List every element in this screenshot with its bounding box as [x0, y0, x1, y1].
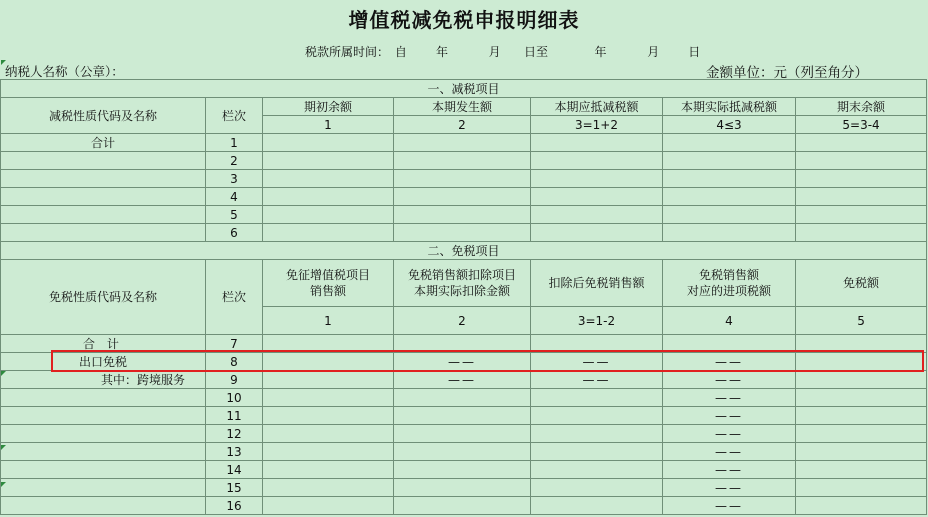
- data-cell[interactable]: [796, 497, 927, 515]
- data-cell[interactable]: [531, 389, 663, 407]
- tax-period: [305, 43, 700, 60]
- data-cell[interactable]: [796, 224, 927, 242]
- data-cell[interactable]: [394, 188, 531, 206]
- reduction-col-number: 1: [263, 116, 394, 134]
- table-row: [1, 134, 927, 152]
- data-cell[interactable]: [263, 335, 394, 353]
- export-exemption-label[interactable]: 出口免税: [1, 353, 206, 371]
- data-cell[interactable]: [394, 335, 531, 353]
- table-row: [1, 407, 927, 425]
- reduction-name-header: 减税性质代码及名称: [1, 98, 206, 134]
- data-cell[interactable]: [263, 134, 394, 152]
- dash-cell: ——: [663, 425, 796, 443]
- data-cell[interactable]: [531, 206, 663, 224]
- dash-cell: ——: [394, 353, 531, 371]
- data-cell[interactable]: [263, 170, 394, 188]
- line-number: 10: [206, 389, 263, 407]
- data-cell[interactable]: [796, 479, 927, 497]
- cell-comment-marker: [1, 60, 6, 65]
- reduction-col-number: 5=3-4: [796, 116, 927, 134]
- data-cell[interactable]: [394, 497, 531, 515]
- data-cell[interactable]: [663, 335, 796, 353]
- data-cell[interactable]: [796, 134, 927, 152]
- line-number: 15: [206, 479, 263, 497]
- data-cell[interactable]: [394, 479, 531, 497]
- data-cell[interactable]: [796, 152, 927, 170]
- data-cell[interactable]: [531, 134, 663, 152]
- data-cell[interactable]: [263, 461, 394, 479]
- data-cell[interactable]: [796, 461, 927, 479]
- data-cell[interactable]: [263, 497, 394, 515]
- dash-cell: ——: [663, 407, 796, 425]
- exemption-line-header: 栏次: [206, 260, 263, 335]
- line-number: 7: [206, 335, 263, 353]
- data-cell[interactable]: [796, 353, 927, 371]
- name-cell[interactable]: [1, 497, 206, 515]
- exemption-col-header: [263, 260, 394, 307]
- data-cell[interactable]: [394, 443, 531, 461]
- name-cell[interactable]: [1, 443, 206, 461]
- reduction-total-label[interactable]: 合计: [1, 134, 206, 152]
- table-row: [1, 479, 927, 497]
- data-cell[interactable]: [796, 371, 927, 389]
- exemption-col-header: 免税额: [796, 260, 927, 307]
- data-cell[interactable]: [796, 389, 927, 407]
- table-row: [1, 335, 927, 353]
- data-cell[interactable]: [394, 152, 531, 170]
- name-cell[interactable]: [1, 170, 206, 188]
- table-row: [1, 443, 927, 461]
- header-line: 免税销售额: [698, 268, 759, 282]
- data-cell[interactable]: [531, 425, 663, 443]
- name-cell[interactable]: [1, 224, 206, 242]
- data-cell[interactable]: [394, 170, 531, 188]
- data-cell[interactable]: [263, 224, 394, 242]
- data-cell[interactable]: [394, 206, 531, 224]
- data-cell[interactable]: [531, 479, 663, 497]
- name-cell[interactable]: [1, 206, 206, 224]
- exemption-col-number: 4: [663, 307, 796, 335]
- data-cell[interactable]: [531, 152, 663, 170]
- line-number: 16: [206, 497, 263, 515]
- line-number: 11: [206, 407, 263, 425]
- exemption-section-title: 二、免税项目: [1, 242, 927, 260]
- reduction-col-header: 本期实际抵减税额: [663, 98, 796, 116]
- reduction-col-number: 3=1+2: [531, 116, 663, 134]
- data-cell[interactable]: [531, 170, 663, 188]
- data-cell[interactable]: [796, 425, 927, 443]
- data-cell[interactable]: [531, 407, 663, 425]
- data-cell[interactable]: [531, 461, 663, 479]
- dash-cell: ——: [663, 479, 796, 497]
- data-cell[interactable]: [263, 389, 394, 407]
- data-cell[interactable]: [394, 407, 531, 425]
- line-number: 4: [206, 188, 263, 206]
- exemption-col-header: [394, 260, 531, 307]
- dash-cell: ——: [663, 371, 796, 389]
- data-cell[interactable]: [263, 371, 394, 389]
- name-cell[interactable]: [1, 407, 206, 425]
- data-cell[interactable]: [663, 188, 796, 206]
- data-cell[interactable]: [263, 479, 394, 497]
- dash-cell: ——: [663, 461, 796, 479]
- reduction-col-header: 本期发生额: [394, 98, 531, 116]
- exemption-col-number: 1: [263, 307, 394, 335]
- data-cell[interactable]: [531, 443, 663, 461]
- reduction-col-header: 期初余额: [263, 98, 394, 116]
- table-row: [1, 371, 927, 389]
- exemption-col-number: 2: [394, 307, 531, 335]
- data-cell[interactable]: [263, 152, 394, 170]
- period-from: 自: [394, 45, 407, 59]
- dash-cell: ——: [663, 497, 796, 515]
- data-cell[interactable]: [531, 335, 663, 353]
- exemption-total-label[interactable]: 合 计: [1, 335, 206, 353]
- data-cell[interactable]: [796, 170, 927, 188]
- data-cell[interactable]: [531, 188, 663, 206]
- header-line: 免征增值税项目: [285, 268, 370, 282]
- table-row: [1, 389, 927, 407]
- period-day-2: 日: [688, 45, 701, 59]
- name-cell[interactable]: [1, 425, 206, 443]
- form-title: 增值税减免税申报明细表: [348, 8, 580, 32]
- line-number: 5: [206, 206, 263, 224]
- name-cell[interactable]: [1, 188, 206, 206]
- reduction-col-number: 4≤3: [663, 116, 796, 134]
- data-cell[interactable]: [663, 170, 796, 188]
- reduction-col-header: 期末余额: [796, 98, 927, 116]
- exemption-col-header: [663, 260, 796, 307]
- data-cell[interactable]: [796, 335, 927, 353]
- data-cell[interactable]: [263, 443, 394, 461]
- line-number: 12: [206, 425, 263, 443]
- data-cell[interactable]: [263, 425, 394, 443]
- name-cell[interactable]: [1, 461, 206, 479]
- amount-unit-label: 金额单位：元（列至角分）: [706, 65, 868, 81]
- line-number: 6: [206, 224, 263, 242]
- table-row: [1, 206, 927, 224]
- dash-cell: ——: [394, 371, 531, 389]
- data-cell[interactable]: [394, 425, 531, 443]
- data-cell[interactable]: [796, 407, 927, 425]
- line-number: 9: [206, 371, 263, 389]
- data-cell[interactable]: [394, 389, 531, 407]
- taxpayer-name-label: 纳税人名称（公章）：: [5, 64, 124, 79]
- cross-border-service-label[interactable]: 其中：跨境服务: [1, 371, 206, 389]
- dash-cell: ——: [663, 443, 796, 461]
- table-row: [1, 152, 927, 170]
- data-cell[interactable]: [663, 224, 796, 242]
- dash-cell: ——: [663, 389, 796, 407]
- table-row: [1, 425, 927, 443]
- data-cell[interactable]: [796, 443, 927, 461]
- reduction-col-header: 本期应抵减税额: [531, 98, 663, 116]
- data-cell[interactable]: [531, 224, 663, 242]
- table-row: [1, 224, 927, 242]
- header-line: 对应的进项税额: [686, 284, 771, 298]
- line-number: 1: [206, 134, 263, 152]
- line-number: 8: [206, 353, 263, 371]
- line-number: 2: [206, 152, 263, 170]
- name-cell[interactable]: [1, 479, 206, 497]
- data-cell[interactable]: [663, 152, 796, 170]
- data-cell[interactable]: [663, 206, 796, 224]
- header-line: 本期实际扣除金额: [413, 284, 510, 298]
- line-number: 14: [206, 461, 263, 479]
- data-cell[interactable]: [394, 134, 531, 152]
- data-cell[interactable]: [796, 188, 927, 206]
- data-cell[interactable]: [663, 134, 796, 152]
- exemption-col-number: 5: [796, 307, 927, 335]
- table-row: [1, 353, 927, 371]
- table-row: [1, 188, 927, 206]
- declaration-table: [0, 79, 927, 515]
- table-row: [1, 461, 927, 479]
- name-cell[interactable]: [1, 152, 206, 170]
- exemption-col-number: 3=1-2: [531, 307, 663, 335]
- data-cell[interactable]: [263, 206, 394, 224]
- data-cell[interactable]: [796, 206, 927, 224]
- header-line: 销售额: [309, 284, 346, 298]
- name-cell[interactable]: [1, 389, 206, 407]
- line-number: 3: [206, 170, 263, 188]
- dash-cell: ——: [663, 353, 796, 371]
- data-cell[interactable]: [263, 407, 394, 425]
- data-cell[interactable]: [263, 353, 394, 371]
- reduction-col-number: 2: [394, 116, 531, 134]
- period-day-to: 日至: [523, 45, 548, 59]
- data-cell[interactable]: [394, 224, 531, 242]
- period-year-2: 年: [594, 45, 607, 59]
- line-number: 13: [206, 443, 263, 461]
- dash-cell: ——: [531, 371, 663, 389]
- data-cell[interactable]: [531, 497, 663, 515]
- period-label: 税款所属时间：: [305, 45, 390, 59]
- data-cell[interactable]: [263, 188, 394, 206]
- period-month-2: 月: [647, 45, 660, 59]
- dash-cell: ——: [531, 353, 663, 371]
- period-year-1: 年: [435, 45, 448, 59]
- reduction-line-header: 栏次: [206, 98, 263, 134]
- header-line: 免税销售额扣除项目: [407, 268, 516, 282]
- table-row: [1, 497, 927, 515]
- exemption-col-header: 扣除后免税销售额: [531, 260, 663, 307]
- period-month-1: 月: [488, 45, 501, 59]
- reduction-section-title: 一、减税项目: [1, 80, 927, 98]
- exemption-name-header: 免税性质代码及名称: [1, 260, 206, 335]
- table-row: [1, 170, 927, 188]
- data-cell[interactable]: [394, 461, 531, 479]
